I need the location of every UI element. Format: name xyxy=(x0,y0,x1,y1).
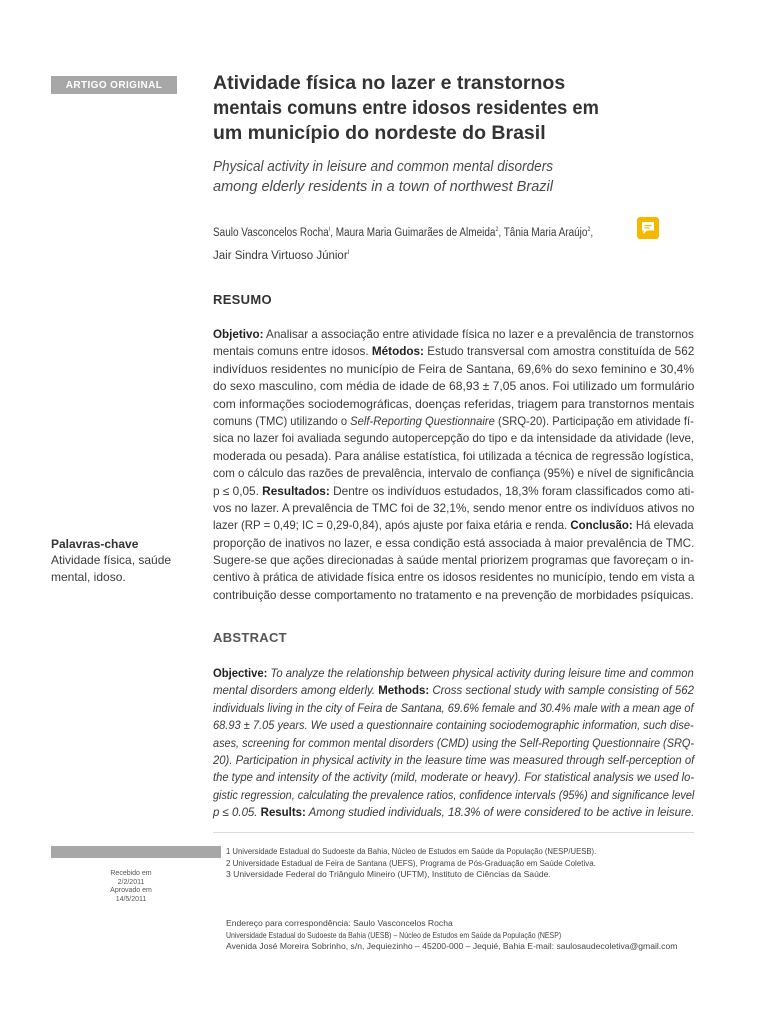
received-date: 2/2/2011 xyxy=(117,878,145,886)
text-line xyxy=(213,413,694,430)
keywords-list xyxy=(51,552,181,586)
title-line: um município do nordeste do Brasil xyxy=(213,122,546,144)
author-list xyxy=(213,220,768,266)
text-fragment: Sugere-se que ações direcionadas à saúde mental priorizem programas que favoreçam o in- xyxy=(213,554,694,568)
text-fragment: mental disorders among elderly. xyxy=(213,684,379,698)
authors-line-1 xyxy=(213,220,593,243)
text-line xyxy=(213,500,694,517)
title-line: mentais comuns entre idosos residentes em xyxy=(213,97,599,119)
author-name: Jair Sindra Virtuoso Júnior xyxy=(213,249,348,262)
subtitle-line: among elderly residents in a town of northwest Brazil xyxy=(213,178,554,195)
text-fragment: proporção de inativos no lazer, e essa condição está associada à maior prevalência de TMC. xyxy=(213,536,695,550)
text-line-content xyxy=(213,735,694,752)
text-line-content xyxy=(213,396,694,413)
text-fragment: mentais comuns entre idosos. xyxy=(213,345,372,359)
section-label: Conclusão: xyxy=(570,519,633,533)
abstract-body xyxy=(213,665,694,822)
text-line-content xyxy=(213,500,694,517)
text-line xyxy=(213,735,694,752)
text-line xyxy=(213,804,694,821)
text-fragment: sica no lazer foi avaliada segundo autopercepção do tipo e da intensidade da atividade (leve, xyxy=(213,432,695,446)
text-fragment: contribuição desse comportamento no tratamento e na prevenção de morbidades psíquicas. xyxy=(213,588,694,602)
text-line xyxy=(213,378,694,395)
correspondence-address xyxy=(226,918,768,953)
section-label: Resultados: xyxy=(262,484,330,498)
resumo-heading: RESUMO xyxy=(213,292,272,307)
text-fragment: p ≤ 0,05. xyxy=(213,484,263,498)
text-line xyxy=(213,587,694,604)
text-line xyxy=(213,752,694,769)
divider xyxy=(213,832,694,833)
correspondence-line: Avenida José Moreira Sobrinho, s/n, Jequiezinho – 45200-000 – Jequié, Bahia xyxy=(226,941,525,952)
section-label: Objetivo: xyxy=(213,328,264,341)
text-line-content xyxy=(213,804,694,821)
section-label: Objective: xyxy=(213,667,268,680)
text-line xyxy=(213,569,694,586)
text-line-content xyxy=(213,465,694,482)
author-name: Saulo Vasconcelos Rocha xyxy=(213,226,329,239)
author-name: , Tânia Maria Araújo xyxy=(498,226,588,239)
section-label: Results: xyxy=(260,806,306,820)
text-line-content xyxy=(213,569,694,586)
text-line-content xyxy=(213,587,694,604)
text-line-content xyxy=(213,752,694,769)
text-fragment: com o cálculo das razões de prevalência, intervalo de confiança (95%) e nível de significância xyxy=(213,467,694,481)
approved-date: 14/5/2011 xyxy=(115,895,147,903)
text-line xyxy=(213,343,694,360)
abstract-heading: ABSTRACT xyxy=(213,630,287,645)
text-fragment: centivo à prática de atividade física entre os idosos residentes no município, tendo em vista a xyxy=(213,571,695,585)
affiliation-item: 3 Universidade Federal do Triângulo Mineiro (UFTM), Instituto de Ciências da Saúde. xyxy=(226,869,551,879)
text-line xyxy=(213,326,694,343)
affiliation-ref: I xyxy=(328,227,331,233)
text-line xyxy=(213,535,694,552)
affiliations xyxy=(226,846,768,881)
text-line-content xyxy=(213,361,694,378)
text-fragment: Há elevada xyxy=(632,519,694,533)
text-fragment: To analyze the relationship between physical activity during leisure time and common xyxy=(267,667,694,680)
submission-dates xyxy=(51,870,211,904)
italic-term: Self-Reporting Questionnaire xyxy=(350,414,495,428)
text-line-content xyxy=(213,552,694,569)
text-line xyxy=(213,517,694,534)
authors-line-2 xyxy=(213,243,349,266)
author-separator: , xyxy=(590,226,594,239)
text-line xyxy=(213,361,694,378)
text-line xyxy=(213,483,694,500)
text-fragment: com informações sociodemográficas, doenças referidas, triagem para transtornos mentais xyxy=(213,397,695,411)
correspondence-line: Universidade Estadual do Sudoeste da Bahia (UESB) – Núcleo de Estudos em Saúde da População (NESP) xyxy=(226,929,562,940)
text-fragment: Analisar a associação entre atividade física no lazer e a prevalência de transtornos xyxy=(263,328,694,341)
resumo-body xyxy=(213,326,694,604)
text-line xyxy=(213,396,694,413)
text-line-content xyxy=(213,430,694,447)
received-label: Recebido em xyxy=(110,870,152,877)
section-label: Methods: xyxy=(378,684,430,698)
text-line-content xyxy=(213,700,694,717)
text-fragment: 20). Participation in physical activity in the leasure time was measured through self-perception of xyxy=(213,753,695,767)
text-line-content xyxy=(213,343,694,360)
text-line-content xyxy=(213,665,694,682)
text-line-content xyxy=(213,326,694,343)
text-fragment: Estudo transversal com amostra constituída de 562 xyxy=(423,345,695,359)
subtitle-line: Physical activity in leisure and common mental disorders xyxy=(213,158,553,175)
email-link[interactable]: E-mail: saulosaudecoletiva@gmail.com xyxy=(527,941,678,952)
affiliation-ref: 2 xyxy=(495,227,499,233)
text-line xyxy=(213,769,694,786)
text-line-content xyxy=(213,378,694,395)
keywords-title: Palavras-chave xyxy=(51,537,139,551)
text-line-content xyxy=(213,682,694,699)
text-fragment: (SRQ-20). Participação em atividade fí- xyxy=(494,414,694,428)
article-type-badge: ARTIGO ORIGINAL xyxy=(51,76,177,94)
text-line xyxy=(213,665,694,682)
article-subtitle xyxy=(213,157,673,197)
keywords-line: Atividade física, saúde xyxy=(51,553,172,567)
keywords-line: mental, idoso. xyxy=(51,570,126,584)
author-name: , Maura Maria Guimarães de Almeida xyxy=(330,226,496,239)
text-fragment: moderada ou pesada). Para análise estatística, foi utilizada a técnica de regressão logística, xyxy=(213,449,694,463)
affiliation-ref: 2 xyxy=(587,227,591,233)
text-line-content xyxy=(213,769,694,786)
footer-grey-bar xyxy=(51,846,221,858)
text-fragment: comuns (TMC) utilizando o xyxy=(213,414,351,428)
text-fragment: Dentre os indivíduos estudados, 18,3% foram classificados como ati- xyxy=(329,484,695,498)
text-line-content xyxy=(213,787,694,804)
text-fragment: vos no lazer. A prevalência de TMC foi de 32,1%, sendo menor entre os indivíduos ativos no xyxy=(213,501,695,515)
text-line xyxy=(213,787,694,804)
text-line-content xyxy=(213,717,694,734)
text-line-content xyxy=(213,517,694,534)
text-fragment: do sexo masculino, com média de idade de 68,93 ± 7,05 anos. Foi utilizado um formulário xyxy=(213,380,695,394)
text-line xyxy=(213,682,694,699)
title-line: Atividade física no lazer e transtornos xyxy=(213,72,566,94)
approved-label: Aprovado em xyxy=(110,887,152,895)
text-fragment: 68.93 ± 7.05 years. We used a questionnaire containing sociodemographic information, such dise- xyxy=(213,719,694,733)
comment-icon[interactable] xyxy=(637,217,659,239)
section-label: Métodos: xyxy=(371,345,424,359)
article-title xyxy=(213,71,673,146)
text-fragment: lazer (RP = 0,49; IC = 0,29-0,84), após ajuste por faixa etária e renda. xyxy=(213,519,571,533)
correspondence-line: Endereço para correspondência: Saulo Vasconcelos Rocha xyxy=(226,918,453,928)
affiliation-ref: I xyxy=(347,249,350,256)
text-line xyxy=(213,717,694,734)
text-line-content xyxy=(213,413,694,430)
text-line-content xyxy=(213,483,694,500)
text-fragment: indivíduos residentes no município de Feira de Santana, 69,6% do sexo feminino e 30,4% xyxy=(213,362,695,376)
text-line xyxy=(213,448,694,465)
text-line-content xyxy=(213,448,694,465)
text-line-content xyxy=(213,535,694,552)
text-fragment: Among studied individuals, 18.3% of were considered to be active in leisure. xyxy=(305,806,695,820)
text-line xyxy=(213,552,694,569)
text-fragment: gistic regression, calculating the prevalence ratios, confidence intervals (95%) and significance level xyxy=(213,788,695,802)
text-fragment: ases, screening for common mental disorders (CMD) using the Self-Reporting Questionnaire (SRQ- xyxy=(213,736,694,750)
text-fragment: the type and intensity of the activity (mild, moderate or heavy). For statistical analysis we used lo- xyxy=(213,771,695,785)
affiliation-item: 1 Universidade Estadual do Sudoeste da Bahia, Núcleo de Estudos em Saúde da População (NESP/UESB). xyxy=(226,846,597,856)
text-line xyxy=(213,430,694,447)
text-line xyxy=(213,700,694,717)
text-fragment: p ≤ 0.05. xyxy=(213,806,261,820)
affiliation-item: 2 Universidade Estadual de Feira de Santana (UEFS), Programa de Pós-Graduação em Saúde Coletiva. xyxy=(226,857,596,868)
text-line xyxy=(213,465,694,482)
text-fragment: Cross sectional study with sample consisting of 562 xyxy=(429,684,694,698)
text-fragment: individuals living in the city of Feira de Santana, 69.6% female and 30.4% male with a mean age of xyxy=(213,701,694,715)
